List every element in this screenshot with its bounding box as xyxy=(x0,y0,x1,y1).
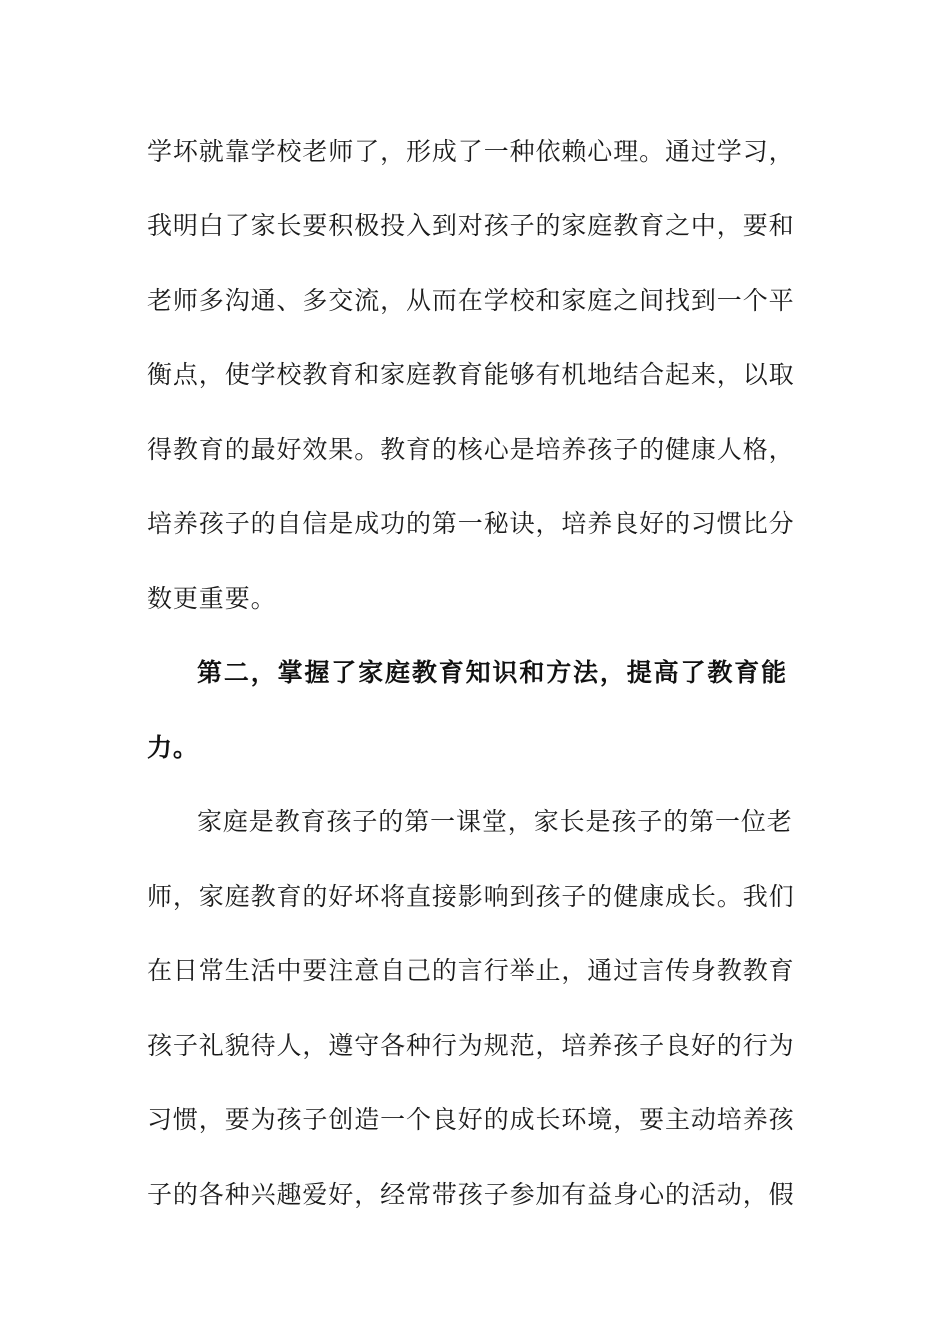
paragraph-line: 得教育的最好效果。教育的核心是培养孩子的健康人格， xyxy=(147,435,795,464)
section-heading: 第二，掌握了家庭教育知识和方法，提高了教育能 xyxy=(197,658,787,687)
paragraph-line: 培养孩子的自信是成功的第一秘诀，培养良好的习惯比分 xyxy=(147,509,795,538)
paragraph-line: 老师多沟通、多交流，从而在学校和家庭之间找到一个平 xyxy=(147,286,795,315)
paragraph-line: 孩子礼貌待人，遵守各种行为规范，培养孩子良好的行为 xyxy=(147,1031,795,1060)
paragraph-line: 家庭是教育孩子的第一课堂，家长是孩子的第一位老 xyxy=(197,807,793,836)
paragraph-line: 师，家庭教育的好坏将直接影响到孩子的健康成长。我们 xyxy=(147,882,795,911)
paragraph-line: 习惯，要为孩子创造一个良好的成长环境，要主动培养孩 xyxy=(147,1105,795,1134)
paragraph-line: 子的各种兴趣爱好，经常带孩子参加有益身心的活动，假 xyxy=(147,1180,795,1209)
section-heading-continuation: 力。 xyxy=(147,733,199,762)
paragraph-line: 我明白了家长要积极投入到对孩子的家庭教育之中，要和 xyxy=(147,211,795,240)
paragraph-line: 学坏就靠学校老师了，形成了一种依赖心理。通过学习， xyxy=(147,137,795,166)
paragraph-line: 在日常生活中要注意自己的言行举止，通过言传身教教育 xyxy=(147,956,795,985)
paragraph-line: 衡点，使学校教育和家庭教育能够有机地结合起来，以取 xyxy=(147,360,795,389)
paragraph-line: 数更重要。 xyxy=(147,584,277,613)
